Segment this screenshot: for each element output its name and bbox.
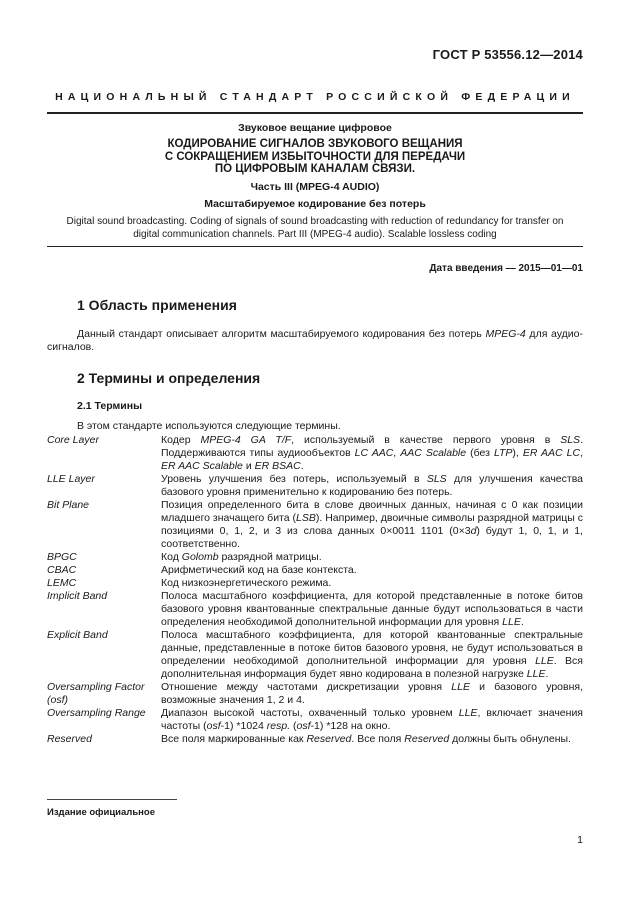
term-name: LLE Layer [47, 473, 95, 485]
title-english-line: digital communication channels. Part III (MPEG-4 audio). Scalable lossless coding [133, 229, 497, 240]
term-definition: Полоса масштабного коэффициента, для которой квантованные спектральные данные, представленные в потоке битов базового уровня, не будут использоваться в определении необходимой дополнительной информации для уровня LLE. Вся дополнительная информация будет явно кодирована в полезной нагрузке LLE. [161, 629, 583, 680]
term-name: CBAC [47, 564, 77, 576]
term-definition: Код Golomb разрядной матрицы. [161, 551, 322, 563]
term-definition: Полоса масштабного коэффициента, для которой представленные в потоке битов базового уровня квантованные спектральные данные будут использоваться в части определения необходимой дополнительной информации для уровня LLE. [161, 590, 583, 628]
term-name: Explicit Band [47, 629, 108, 641]
term-name: LEMC [47, 577, 77, 589]
introduction-date: Дата введения — 2015—01—01 [429, 263, 583, 274]
term-row [47, 733, 583, 746]
title-main-line: ПО ЦИФРОВЫМ КАНАЛАМ СВЯЗИ. [214, 163, 416, 175]
title-sub: Звуковое вещание цифровое [238, 122, 392, 134]
term-row [47, 590, 583, 629]
term-name: Implicit Band [47, 590, 108, 602]
title-main-line: С СОКРАЩЕНИЕМ ИЗБЫТОЧНОСТИ ДЛЯ ПЕРЕДАЧИ [164, 150, 466, 163]
term-definition: Арифметический код на базе контекста. [161, 564, 357, 576]
title-part: Часть III (MPEG-4 AUDIO) [250, 181, 380, 193]
term-row [47, 564, 583, 577]
title-english-line: Digital sound broadcasting. Coding of signals of sound broadcasting with reduction of redundancy for transfer on [66, 216, 564, 227]
gost-code: ГОСТ Р 53556.12—2014 [432, 47, 583, 62]
title-english [47, 215, 583, 241]
term-row [47, 629, 583, 681]
term-name: BPGC [47, 551, 77, 563]
terms-list [47, 434, 583, 746]
term-row [47, 473, 583, 499]
term-definition: Позиция определенного бита в слове двоичных данных, начиная с 0 как позиции младшего значащего бита (LSB). Например, двоичные символы разрядной матрицы с позициями 0, 1, 2, и 3 из слова данных 0×0011 1101 (0×3d) будут 1, 0, 1, и 1, соответственно. [161, 499, 584, 550]
term-row [47, 577, 583, 590]
footer-rule [47, 799, 177, 800]
section-2-intro-text: В этом стандарте используются следующие термины. [77, 420, 341, 432]
term-name: Bit Plane [47, 499, 90, 511]
term-definition: Все поля маркированные как Reserved. Все поля Reserved должны быть обнулены. [161, 733, 571, 745]
term-name: Reserved [47, 733, 92, 745]
term-definition: Кодер MPEG-4 GA T/F, используемый в качестве первого уровня в SLS. Поддерживаются типы аудиообъектов LC AAC, AAC Scalable (без LTP), ER AAC LC, ER AAC Scalable и ER BSAC. [161, 434, 583, 472]
national-standard-banner: НАЦИОНАЛЬНЫЙ СТАНДАРТ РОССИЙСКОЙ ФЕДЕРАЦИИ [55, 91, 575, 103]
section-1-paragraph [47, 328, 583, 354]
title-main [47, 138, 583, 176]
official-edition-label: Издание официальное [47, 807, 155, 818]
term-row [47, 434, 583, 473]
section-2-heading: 2 Термины и определения [77, 370, 261, 386]
term-definition: Отношение между частотами дискретизации уровня LLE и базового уровня, возможные значения 1, 2 и 4. [161, 681, 583, 706]
title-rule [47, 246, 583, 247]
term-name: Core Layer [47, 434, 99, 446]
section-1-text: Данный стандарт описывает алгоритм масштабируемого кодирования без потерь [77, 328, 486, 340]
top-rule [47, 112, 583, 114]
term-definition: Уровень улучшения без потерь, используемый в SLS для улучшения качества базового уровня применительно к кодированию без потерь. [161, 473, 584, 498]
term-name: Oversampling Factor (osf) [47, 681, 145, 706]
section-2-intro [47, 420, 583, 433]
term-definition: Диапазон высокой частоты, охваченный только уровнем LLE, включает значения частоты (osf-1) *1024 resp. (osf-1) *128 на окно. [161, 707, 583, 732]
title-part-subtitle: Масштабируемое кодирование без потерь [204, 198, 426, 210]
term-row [47, 681, 583, 707]
term-row [47, 551, 583, 564]
section-1-text: для аудио-сигналов. [47, 328, 583, 353]
section-1-text-italic: MPEG-4 [485, 328, 526, 340]
title-main-line: КОДИРОВАНИЕ СИГНАЛОВ ЗВУКОВОГО ВЕЩАНИЯ [167, 138, 463, 150]
page-number: 1 [577, 834, 583, 846]
term-definition: Код низкоэнергетического режима. [161, 577, 332, 589]
term-name: Oversampling Range [47, 707, 146, 719]
section-2-1-heading: 2.1 Термины [77, 400, 143, 412]
section-1-heading: 1 Область применения [77, 297, 237, 313]
term-row [47, 707, 583, 733]
term-row [47, 499, 583, 551]
